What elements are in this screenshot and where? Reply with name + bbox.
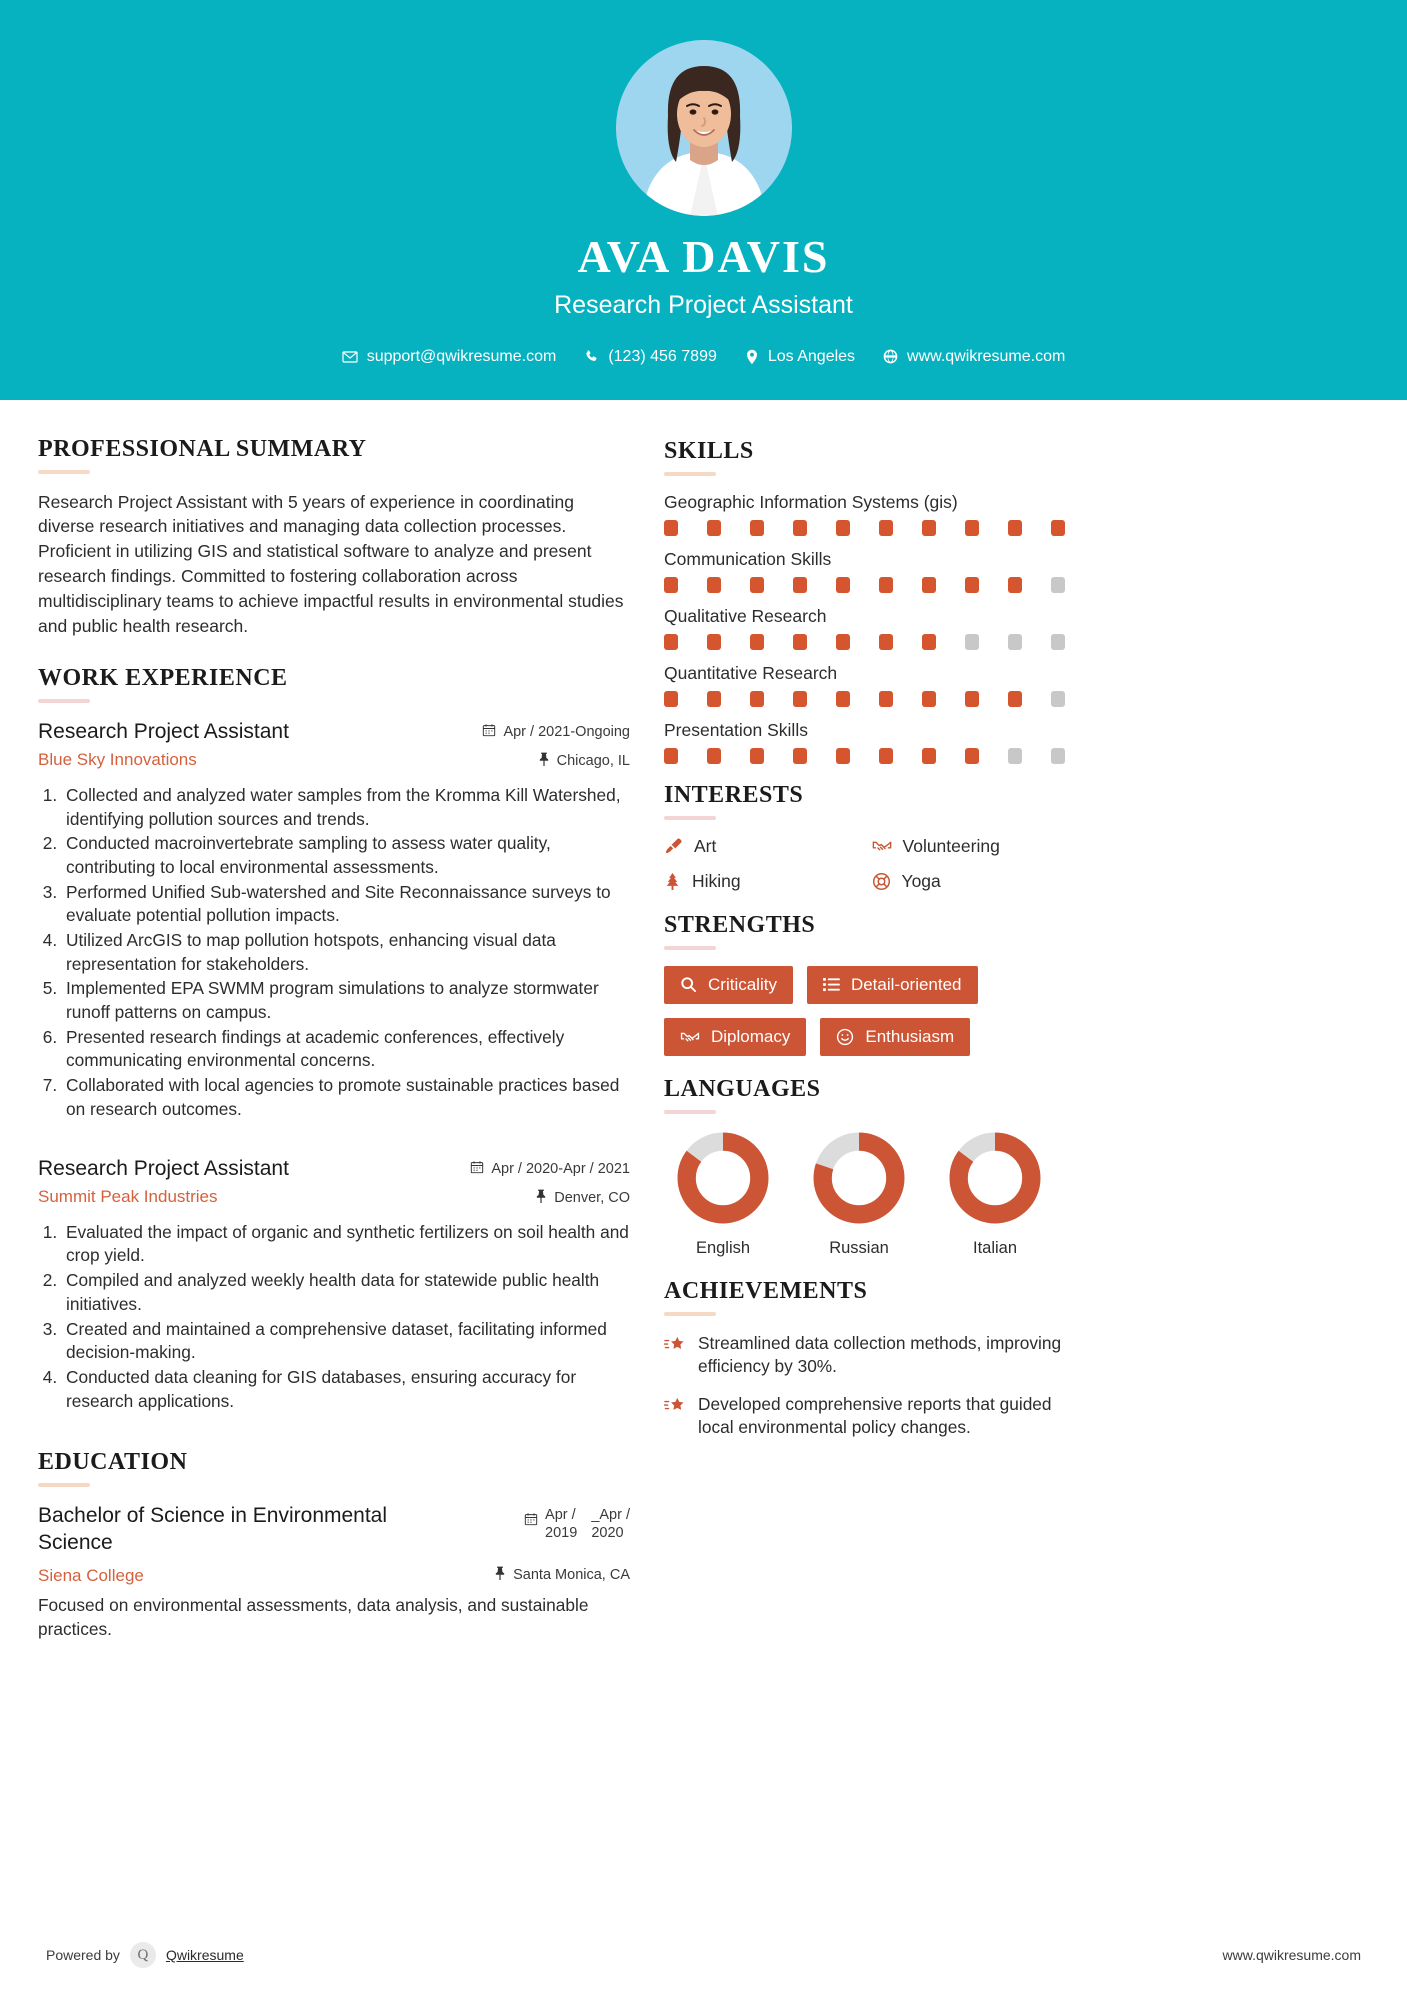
section-rule xyxy=(664,1110,716,1114)
section-professional-summary xyxy=(38,436,630,639)
contact-website[interactable] xyxy=(883,348,1065,366)
section-work-experience xyxy=(38,665,630,1414)
section-interests xyxy=(664,782,1069,892)
interest-item xyxy=(872,836,1070,857)
experience-location xyxy=(482,752,630,770)
education-date-start-line1: Apr / xyxy=(545,1507,576,1524)
experience-organization: Summit Peak Industries xyxy=(38,1186,218,1206)
list-item: 3. Performed Unified Sub-watershed and Site Reconnaissance surveys to evaluate potential pollution impacts. xyxy=(62,881,630,928)
skill-dot xyxy=(707,520,721,536)
skill-dot xyxy=(664,577,678,593)
skill-dot xyxy=(879,577,893,593)
education-description: Focused on environmental assessments, data analysis, and sustainable practices. xyxy=(38,1594,589,1639)
skill-dot xyxy=(836,748,850,764)
skill-dot xyxy=(879,520,893,536)
contact-location[interactable] xyxy=(745,348,855,366)
skill-dot xyxy=(836,634,850,650)
pushpin-icon xyxy=(535,1189,547,1207)
section-education xyxy=(38,1449,630,1641)
skill-dot xyxy=(750,691,764,707)
phone-icon xyxy=(584,349,599,364)
strength-chip-diplomacy[interactable] xyxy=(664,1018,806,1056)
pushpin-icon xyxy=(494,1566,506,1584)
interests-heading: INTERESTS xyxy=(664,781,804,808)
skill-dot xyxy=(965,520,979,536)
skill-dot xyxy=(793,577,807,593)
avatar xyxy=(616,40,792,216)
skill-dot xyxy=(707,577,721,593)
achievement-item xyxy=(664,1332,1069,1379)
page-title: AVA DAVIS xyxy=(577,231,830,282)
experience-bullets xyxy=(38,784,630,1122)
education-date-end-line2: 2020 xyxy=(591,1524,624,1541)
skill-dot xyxy=(793,634,807,650)
skill-dot xyxy=(922,748,936,764)
skill-dot xyxy=(965,634,979,650)
education-entry xyxy=(38,1503,630,1641)
summary-text: Research Project Assistant with 5 years of experience in coordinating diverse research initiatives and managing data collection processes. Proficient in utilizing GIS and statistical software to analyze and present research findings. Committed to fostering collaboration across multidisciplinary teams to achieve impactful results in environmental studies and public health research. xyxy=(38,491,624,636)
list-item: 4. Conducted data cleaning for GIS databases, ensuring accuracy for research applications. xyxy=(62,1366,630,1413)
skill-dot xyxy=(707,748,721,764)
list-icon xyxy=(823,977,840,992)
list-item: 7. Collaborated with local agencies to promote sustainable practices based on research outcomes. xyxy=(62,1074,630,1121)
skill-rating xyxy=(664,634,1069,650)
skill-dot xyxy=(922,634,936,650)
list-item: 3. Created and maintained a comprehensive dataset, facilitating informed decision-making. xyxy=(62,1318,630,1365)
skill-dot xyxy=(965,691,979,707)
skill-label: Geographic Information Systems (gis) xyxy=(664,491,958,512)
handshake-icon xyxy=(872,837,892,855)
education-dates xyxy=(494,1507,630,1542)
strength-chip-enthusiasm[interactable] xyxy=(820,1018,970,1056)
language-donut xyxy=(947,1130,1043,1226)
section-strengths xyxy=(664,912,1069,1056)
list-item: 2. Compiled and analyzed weekly health data for statewide public health initiatives. xyxy=(62,1269,630,1316)
qwikresume-brand-link[interactable]: Qwikresume xyxy=(165,1947,244,1963)
education-school: Siena College xyxy=(38,1565,144,1585)
interest-item xyxy=(664,836,862,857)
skill-dot xyxy=(1051,748,1065,764)
strength-label: Diplomacy xyxy=(711,1026,791,1046)
section-rule xyxy=(664,1312,716,1316)
powered-by-label: Powered by xyxy=(46,1947,120,1963)
achievement-text: Developed comprehensive reports that guided local environmental policy changes. xyxy=(698,1393,1052,1438)
calendar-icon xyxy=(524,1512,538,1530)
skill-label: Communication Skills xyxy=(664,548,832,569)
language-item xyxy=(936,1130,1054,1258)
skill-label: Qualitative Research xyxy=(664,605,827,626)
experience-bullets xyxy=(38,1221,630,1414)
skill-item xyxy=(664,663,1069,707)
contact-location-text: Los Angeles xyxy=(767,347,856,365)
interest-label: Yoga xyxy=(901,870,941,891)
strength-chip-criticality[interactable] xyxy=(664,966,793,1004)
job-title: Research Project Assistant xyxy=(554,290,853,319)
skill-rating xyxy=(664,748,1069,764)
globe-icon xyxy=(883,349,898,364)
skill-dot xyxy=(750,634,764,650)
skill-dot xyxy=(922,520,936,536)
tree-icon xyxy=(664,872,681,891)
skill-dot xyxy=(664,748,678,764)
skill-dot xyxy=(1051,634,1065,650)
right-column xyxy=(664,436,1069,1466)
education-date-end-line1: _Apr / xyxy=(591,1507,630,1524)
skill-item xyxy=(664,606,1069,650)
language-item xyxy=(664,1130,782,1258)
experience-location-text: Chicago, IL xyxy=(556,752,630,769)
section-rule xyxy=(38,470,90,474)
avatar-photo xyxy=(616,40,792,216)
language-donut xyxy=(811,1130,907,1226)
interest-label: Hiking xyxy=(692,870,741,891)
experience-organization: Blue Sky Innovations xyxy=(38,749,197,769)
section-achievements xyxy=(664,1278,1069,1440)
skill-dot xyxy=(836,691,850,707)
experience-dates xyxy=(470,1160,630,1178)
skills-heading: SKILLS xyxy=(664,437,754,464)
skill-dot xyxy=(707,691,721,707)
skill-dot xyxy=(879,691,893,707)
experience-dates-text: Apr / 2021-Ongoing xyxy=(503,723,630,740)
skill-dot xyxy=(664,634,678,650)
skill-dot xyxy=(1051,691,1065,707)
section-rule xyxy=(664,946,716,950)
footer xyxy=(0,1942,1407,1968)
calendar-icon xyxy=(482,723,496,741)
qwikresume-logo-icon: Q xyxy=(130,1942,156,1968)
language-donut xyxy=(675,1130,771,1226)
contact-email-text: support@qwikresume.com xyxy=(366,347,557,365)
skill-label: Presentation Skills xyxy=(664,719,808,740)
left-column xyxy=(38,436,630,1668)
experience-title: Research Project Assistant xyxy=(38,1156,289,1180)
section-rule xyxy=(38,1483,90,1487)
list-item: 1. Evaluated the impact of organic and synthetic fertilizers on soil health and crop yield. xyxy=(62,1221,630,1268)
skill-rating xyxy=(664,520,1069,536)
skill-dot xyxy=(836,520,850,536)
language-item xyxy=(800,1130,918,1258)
achievements-heading: ACHIEVEMENTS xyxy=(664,1277,868,1304)
list-item: 6. Presented research findings at academic conferences, effectively communicating environmental concerns. xyxy=(62,1026,630,1073)
experience-location-text: Denver, CO xyxy=(554,1189,630,1206)
shooting-star-icon xyxy=(664,1332,686,1355)
skill-dot xyxy=(793,691,807,707)
contact-email[interactable] xyxy=(342,348,557,366)
skill-dot xyxy=(1008,748,1022,764)
experience-title: Research Project Assistant xyxy=(38,719,289,743)
skill-dot xyxy=(793,520,807,536)
skill-item xyxy=(664,492,1069,536)
education-heading: EDUCATION xyxy=(38,1449,188,1476)
handshake-icon xyxy=(680,1029,700,1045)
skill-dot xyxy=(793,748,807,764)
skill-dot xyxy=(664,520,678,536)
experience-location xyxy=(470,1189,630,1207)
map-pin-icon xyxy=(745,349,759,365)
education-date-start-line2: 2019 xyxy=(545,1524,578,1541)
strength-label: Detail-oriented xyxy=(850,974,962,994)
list-item: 4. Utilized ArcGIS to map pollution hotspots, enhancing visual data representation for stakeholders. xyxy=(62,929,630,976)
skill-dot xyxy=(750,748,764,764)
calendar-icon xyxy=(470,1160,484,1178)
smiley-icon xyxy=(836,1028,854,1046)
achievement-item xyxy=(664,1393,1069,1440)
skill-item xyxy=(664,549,1069,593)
strengths-heading: STRENGTHS xyxy=(664,911,816,938)
section-rule xyxy=(664,472,716,476)
skill-dot xyxy=(922,577,936,593)
interest-item xyxy=(664,871,862,892)
section-skills xyxy=(664,438,1069,764)
footer-site-url[interactable]: www.qwikresume.com xyxy=(1222,1947,1361,1963)
magnifier-icon xyxy=(680,976,697,993)
contact-phone-text: (123) 456 7899 xyxy=(608,347,717,365)
skill-dot xyxy=(1008,691,1022,707)
skill-dot xyxy=(664,691,678,707)
resume-body xyxy=(0,400,1407,1668)
skill-dot xyxy=(750,520,764,536)
experience-entry xyxy=(38,719,630,1122)
interest-label: Volunteering xyxy=(902,835,1000,856)
strength-label: Enthusiasm xyxy=(865,1026,955,1046)
language-label: Italian xyxy=(972,1238,1018,1257)
skill-dot xyxy=(965,748,979,764)
section-languages xyxy=(664,1076,1069,1258)
interest-item xyxy=(872,871,1070,892)
skill-dot xyxy=(879,748,893,764)
list-item: 1. Collected and analyzed water samples from the Kromma Kill Watershed, identifying pollution sources and trends. xyxy=(62,784,630,831)
contact-phone[interactable] xyxy=(584,348,717,366)
language-label: Russian xyxy=(829,1238,889,1257)
skill-rating xyxy=(664,691,1069,707)
experience-entry xyxy=(38,1156,630,1414)
skill-dot xyxy=(1008,634,1022,650)
language-label: English xyxy=(695,1238,751,1257)
resume-header xyxy=(0,0,1407,400)
skill-dot xyxy=(922,691,936,707)
skill-dot xyxy=(965,577,979,593)
skill-item xyxy=(664,720,1069,764)
contact-website-text: www.qwikresume.com xyxy=(907,347,1066,365)
achievement-text: Streamlined data collection methods, improving efficiency by 30%. xyxy=(698,1332,1062,1377)
skill-dot xyxy=(1008,520,1022,536)
skill-label: Quantitative Research xyxy=(664,662,838,683)
section-rule xyxy=(38,699,90,703)
experience-heading: WORK EXPERIENCE xyxy=(38,664,288,691)
skill-dot xyxy=(750,577,764,593)
list-item: 2. Conducted macroinvertebrate sampling to assess water quality, contributing to local environmental assessments. xyxy=(62,832,630,879)
experience-dates-text: Apr / 2020-Apr / 2021 xyxy=(491,1160,630,1177)
strength-label: Criticality xyxy=(708,974,777,994)
list-item: 5. Implemented EPA SWMM program simulations to analyze stormwater runoff patterns on campus. xyxy=(62,977,630,1024)
pushpin-icon xyxy=(538,752,550,770)
contact-row xyxy=(0,348,1407,366)
skill-dot xyxy=(879,634,893,650)
education-location-text: Santa Monica, CA xyxy=(513,1567,630,1584)
experience-dates xyxy=(482,723,630,741)
envelope-icon xyxy=(342,349,358,365)
paintbrush-icon xyxy=(664,837,683,856)
education-degree: Bachelor of Science in Environmental Science xyxy=(38,1504,388,1554)
skill-dot xyxy=(1008,577,1022,593)
shooting-star-icon xyxy=(664,1393,686,1416)
interest-label: Art xyxy=(694,835,717,856)
education-location xyxy=(494,1566,630,1584)
skill-dot xyxy=(707,634,721,650)
skill-dot xyxy=(836,577,850,593)
skill-rating xyxy=(664,577,1069,593)
lifebuoy-icon xyxy=(872,872,891,891)
strength-chip-detail-oriented[interactable] xyxy=(807,966,978,1004)
summary-heading: PROFESSIONAL SUMMARY xyxy=(38,435,367,462)
languages-heading: LANGUAGES xyxy=(664,1075,821,1102)
skill-dot xyxy=(1051,520,1065,536)
section-rule xyxy=(664,816,716,820)
skill-dot xyxy=(1051,577,1065,593)
